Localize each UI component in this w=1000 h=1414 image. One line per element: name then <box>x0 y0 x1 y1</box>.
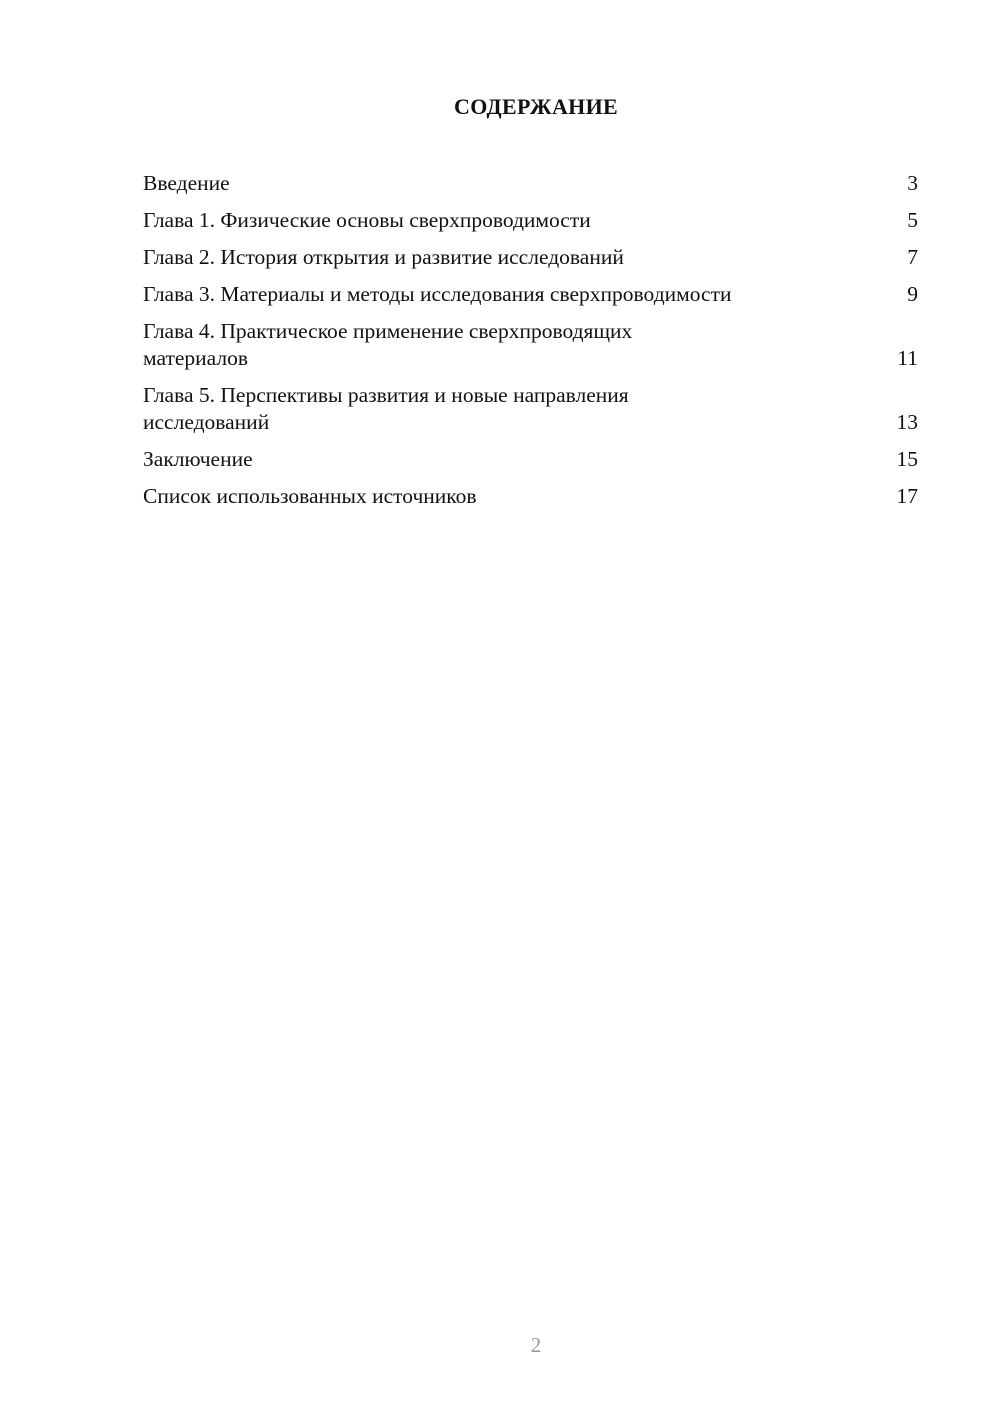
page-number: 2 <box>530 1333 542 1357</box>
toc-entry-chapter-3[interactable] <box>143 281 918 308</box>
toc-entry-page: 9 <box>907 282 918 306</box>
toc-entry-page: 13 <box>896 410 918 434</box>
page-title: СОДЕРЖАНИЕ <box>454 94 618 119</box>
toc-entry-introduction[interactable] <box>143 170 918 197</box>
toc-entry-chapter-2[interactable] <box>143 244 918 271</box>
table-of-contents <box>143 170 918 520</box>
toc-entry-page: 3 <box>907 171 918 195</box>
toc-entry-text: Глава 4. Практическое применение сверхпроводящих материалов <box>143 319 633 370</box>
toc-entry-text: Глава 1. Физические основы сверхпроводимости <box>143 208 591 232</box>
toc-entry-page: 15 <box>896 447 918 471</box>
toc-entry-text: Глава 3. Материалы и методы исследования сверхпроводимости <box>143 282 732 306</box>
toc-entry-chapter-1[interactable] <box>143 207 918 234</box>
toc-entry-page: 17 <box>896 484 918 508</box>
toc-entry-text: Заключение <box>143 447 253 471</box>
toc-entry-text: Введение <box>143 171 230 195</box>
toc-entry-chapter-4[interactable] <box>143 318 918 372</box>
toc-entry-page: 11 <box>897 346 918 370</box>
toc-entry-conclusion[interactable] <box>143 446 918 473</box>
toc-entry-text: Глава 5. Перспективы развития и новые направления исследований <box>143 383 629 434</box>
toc-entry-page: 5 <box>907 208 918 232</box>
toc-entry-chapter-5[interactable] <box>143 382 918 436</box>
toc-entry-references[interactable] <box>143 483 918 510</box>
toc-entry-page: 7 <box>907 245 918 269</box>
toc-entry-text: Список использованных источников <box>143 484 477 508</box>
toc-entry-text: Глава 2. История открытия и развитие исследований <box>143 245 624 269</box>
